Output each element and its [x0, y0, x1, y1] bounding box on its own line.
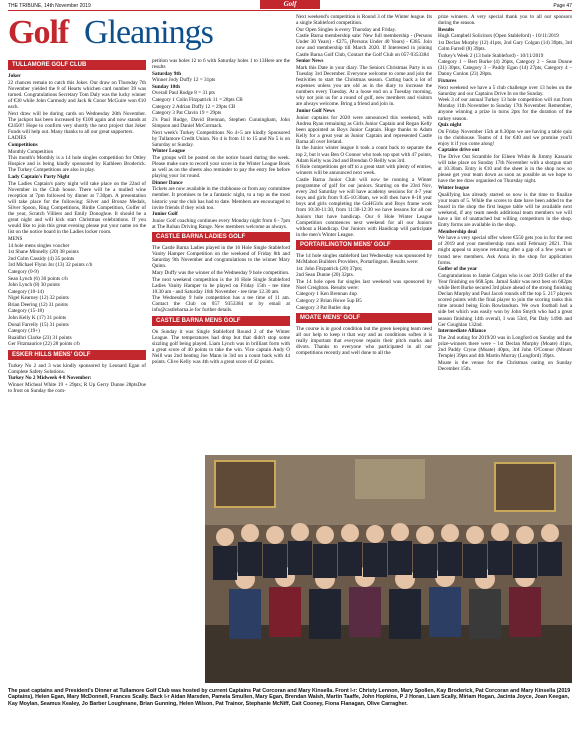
paragraph: The 14 hole singles stableford last Wednesday was sponsored by McMahon Builders Providers, Portarlington. Results were:: [296, 252, 432, 265]
group-photo-illustration: [205, 455, 572, 683]
section-header: TULLAMORE GOLF CLUB: [8, 60, 146, 70]
result-line: John Kelly K (17) 31 points: [8, 315, 67, 322]
masthead: [8, 14, 258, 54]
subheading: Sunday 10th: [152, 83, 180, 90]
subheading: Captains drive out: [438, 147, 480, 154]
subheading: Quiz night: [438, 122, 462, 129]
paragraph: The Ladies Captain's party night will take place on the 22nd of November in the Club house. There will be a mulled wine reception at 7pm followed by dinner at 7.30pm. A presentation will take place for the following: Silver and Bronze Medals, Silver Spoon, Ring Competitions, Birdie Competition, Golfer of the year, Scratch Villiers and Emily Donoghue. It should be a great night and will kick start Christmas celebrations. If you would like to join this great evening please put your name on the list on the notice board in the Ladies locker room.: [8, 180, 146, 236]
subheading: Joker: [8, 73, 21, 79]
result-line: Category (0-9): [8, 268, 39, 275]
paragraph: Junior captains for 2020 were announced this weekend, with Andrea Ryan remaining as Girls Junior Captain and Regan Kelly been appointed as Boys Junior Captain. Huge thanks to Adam Kelly for a great year as Junior Captain and represented Castle Barna all over Ireland.: [296, 114, 432, 145]
result-line: Category 2 Brian Howe 5up B5: [296, 298, 362, 305]
header-publication: THE TRIBUNE, 14th November 2019: [8, 3, 91, 9]
paragraph: The Wednesday 9 hole competition has a tee time of 11 am. Contact the Club on 057 9353384 or by email at info@castlebarna.ie for further details.: [152, 295, 290, 314]
result-line: Category (19+): [8, 328, 40, 335]
paragraph: 22 chances remain to catch this Joker. Our draw on Thursday 7th November yielded the 8 of Hearts whichen card number 39 was turned. Congratulations Secretary Tom Daly was the lucky winner of €30 while John Carmody and Jack & Conor McGuire won €10 each.: [8, 79, 146, 110]
paragraph: Category 1 – Bert Burke (4) 26pts, Category 2 – Sean Dunne (31) 30pts, Category 3 – Paddy Egan (14) 27pts, Category 4 – Danny Conlon (23) 28pts.: [438, 59, 572, 78]
header-rule: [8, 10, 572, 11]
section-header: MOATE MENS' GOLF: [296, 313, 432, 323]
paragraph: 2's Paul Rudge, David Brennan, Stephen Cunningham, John Simpson and Daniel McCormack.: [152, 116, 290, 129]
subheading: Lady Captain's Party Night: [8, 174, 70, 180]
subheading: Saturday 9th: [152, 70, 181, 77]
photo-caption: The past captains and President's Dinner at Tullamore Golf Club was hosted by current Captains Pat Corcoran and Mary Kinsella. Front l-r: Christy Lennon, Mary Spollen, Kay Broderick, Pat Corcoran and Mary Kinsella (2019 Captains), Helen Egan, Mary McDonnell, Frances Scally. Back l-r Aidan Marsden, Pamela Smullen, Mary Egan, Brendan Walsh, Martin Taaffe, John Hopkins, P J Horan, Liam Scally, Miriam Hogan, Jacinta Joyce, Joan Keegan, Kay Moylan, Seamus Kealey, Jo Barber Loughnane, Brian Gunning, Helen Wilson, Pat Trainor, Stephanie McNiff, Cait Cooney, Fiona Flanagan, Olive Carragher.: [8, 688, 571, 707]
result-line: Category (15-18): [8, 308, 44, 315]
section-header: ESKER HILLS MENS' GOLF: [8, 350, 146, 360]
paragraph: Monthly Competition: [8, 148, 54, 155]
paragraph: Our Open Singles is every Thursday and Friday.: [296, 26, 397, 33]
result-line: 2nd Sean Dunne (20) 32pts.: [296, 272, 355, 279]
subheading: Senior News: [296, 58, 324, 65]
section-tab: Golf: [260, 0, 320, 9]
subheading: Membership deal: [438, 228, 477, 235]
paragraph: Congratulations to Jamie Colgan who is our 2019 Golfer of the Year finishing on 668.5pts. Jamal Sahir was next best on 682pts while Bert Burke secured 3rd place ahead of the strong finishing Declan Murphy and Paul Jacob rounds off the top 5. 217 players scored points with the final player to join the scoring ranks this time around being Eoin Rowlandson. We own football had a side bet which was easily won by John Smyth who had a great season finishing 14th overall, I was 53rd, Pat Daly 149th and Ger Coughlan 132nd.: [438, 272, 572, 328]
subheading: Competitions: [8, 142, 38, 149]
paragraph: Qualifying has already started so now is the time to finalize your team of 5. While the scores to date have been added to the board in the shop the first league table will be available next weekend, if any team needs additional team members we will have a list of unattached but willing competitors in the shop. Entry forms are available in the shop.: [438, 191, 572, 229]
subheading: Golfer of the year: [438, 266, 478, 273]
result-line: Donal Farrelly (15) 31 points: [8, 321, 69, 328]
paragraph: The course is in good condition but the green keeping team need all our help to keep it that way and as conditions soften it is really important that everyone repairs their pitch marks and divots. Thanks to everyone who participated in all our competitions recently and well done to all the: [296, 325, 432, 357]
section-header: CASTLE BARNA LADIES GOLF: [152, 232, 290, 242]
subheading: LADIES: [8, 135, 27, 142]
result-line: Ruaidhri Clarke (23) 31 points: [8, 334, 72, 341]
column-2: [152, 58, 290, 453]
page-header: [0, 0, 580, 10]
subheading: Winter league: [438, 185, 470, 192]
paragraph: On Sunday it was Single Stableford Round 2 of the Winter League. The temperatures had drop but that didn't stop some sizzling golf being played. Liam Lynch was in brilliant form with a great score of 40 points to take the win. Vice captain Andy O Neill was 2nd beating Joe Mann in 3rd on a count back with 44 points. Clive Kelly was 4th with a great score of 42 points.: [152, 328, 290, 366]
paragraph: Next weekend we have a 5 club challenge over 13 holes on the Saturday and our Captains Drive In on the Sunday.: [438, 84, 572, 97]
column-3: [296, 14, 432, 409]
subheading: Winter League: [152, 148, 186, 155]
subheading: MENS: [8, 235, 23, 242]
result-line: 1st Shane Minnelly (20) 38 points: [8, 249, 79, 256]
result-line: Overall Paul Rudge 8 = 31 pts: [152, 90, 215, 97]
paragraph: Turkey No 2 and 3 was kindly sponsored by Leonard Egan of Complete Safety Solutions.: [8, 362, 146, 375]
paragraph: Hugh Campbell Solicitors (Open Stableford) - 10/11/2019: [438, 33, 559, 40]
paragraph: Winner Micheal White 19 + 29pts; R Up Gerry Dunne 28ptsDue to frost on Sunday the com-: [8, 381, 146, 394]
result-line: 3rd Michael Flynn Jnr (13) 32 points c/b: [8, 262, 93, 269]
paragraph: The next weekend competition is the 16 Hole Single Stableford Ladies Vanity Hamper to be played on Friday 15th - tee time 10.30 am - and Saturday 16th November - tee time 12.30 am.: [152, 276, 290, 295]
paragraph: On Friday November 15th at 8.30pm we are having a table quiz in the clubhouse. Teams of 4 for €40 and we promise you'll enjoy it if you come along!: [438, 128, 572, 147]
paragraph: This month's Monthly is a 14 hole singles competition for Ottley Hospice and is being kindly sponsored by Kathleen Broderick. The Turkey Competitions are also in play.: [8, 155, 146, 174]
paragraph: Next weekend's competition is Round 3 of the Winter league. Its a single Stableford competition.: [296, 14, 432, 27]
paragraph: Turkey's Week 2 (13 hole Stableford) - 10/11/2019: [438, 52, 544, 59]
paragraph: prize winners. A very special thank you to all our sponsors during the season.: [438, 14, 572, 27]
subheading: Turkey No 2 Midweek 4-8 November:: [8, 375, 92, 382]
result-line: Category 2 Adrian Duffy 12 = 29pts CB: [152, 103, 236, 110]
masthead-golf: Golf: [8, 14, 69, 51]
paragraph: We have a very special offer where €550 gets you in for the rest of 2019 and your membership runs until February 2021. This might appeal to anyone returning after a gap of a few years or brand new members. Ask Anna in the shop for application forms.: [438, 235, 572, 266]
paragraph: Week 3 of our annual Turkey 13 hole competition will run from Monday 11th November to Sunday 17th November. Remember, anyone winning a prize in turns 2pts for the duration of the turkey season.: [438, 97, 572, 122]
result-line: Ger Fitzmaurice (22) 28 points c/b: [8, 341, 80, 348]
paragraph: Castle Barna Junior Club will now be running a Winter programme of golf for our juniors. Starting on the 23rd Nov, every 2nd Saturday we will have academy sessions for 4-7 year boys and girls from 9:45-10:30am, we will then have 8-18 year boys and girls completing the GoHGirls and Boys frame work from 10:30-11:30, from 11:30-12:30 we have lessons for all our Juniors that have handicap. Our 6 Hole Winter League Competition commences next weekend for all our Juniors without a Handicap. Our Juniors with Handicap will participate in the men's Winter League.: [296, 176, 432, 238]
paragraph: 1st Declan Murphy (12) 41pts, 2nd Gary Colgan (14) 39pts, 3rd Colm Farrell (8) 39pts.: [438, 39, 572, 52]
paragraph: Castle Barna membership sale: New full membership - (Persons Under 30 Years) - €275, (Persons Under 40 Years) - €385. Join now and membership till March 2020. If Interested in joining Castle Barna Golf Club, Contact the Golf Club on 057-9353384: [296, 33, 432, 58]
result-line: Nigel Kearney (12) 32 points: [8, 295, 69, 302]
subheading: Fixtures: [438, 77, 457, 84]
paragraph: The Castle Barna Ladies played in the 16 Hole Single Stableford Vanity Hamper Competition on the weekend of Friday 8th and Saturday 9th November and congratulations to the winner Mary Quinn.: [152, 245, 290, 270]
section-header: CASTLE BARNA MENS GOLF: [152, 316, 290, 326]
paragraph: 6 Hole competitions get off to a great start with plenty of entries, winners will be announced next week.: [296, 164, 432, 177]
paragraph: Junior Golf coaching continues every Monday night from 6 - 7pm at The Ruhan Driving Range. New members welcome as always.: [152, 217, 290, 230]
paragraph: petition was holes 12 to 6 with Saturday holes 1 to 13Here are the results: [152, 58, 290, 71]
paragraph: Tickets are now available in the clubhouse or from any committee member. It promises to be a fantastic night, to a top as the most historic year the club has had to date. Members are encouraged to invite friends if they wish too.: [152, 186, 290, 211]
paragraph: Next week's Turkey Competitions No 4+5 are kindly Sponsored by Tullamore Credit Union. No 4 is from 11 to 15 and No 5 is on Saturday or Sunday.: [152, 129, 290, 148]
masthead-gleanings: Gleanings: [84, 14, 213, 51]
result-line: Category 3 Pat Butler 4up: [296, 304, 351, 311]
subheading: Intermediate Alliance: [438, 328, 486, 335]
paragraph: In the Junior winter league it took a count back to separate the top 2, but it was Ben O Connor who took top spot with 47 points, Adam Kelly was 2nd and Brendan O Reilly was 3rd.: [296, 145, 432, 164]
subheading: Results: [438, 26, 455, 33]
section-header: PORTARLINGTON MENS' GOLF: [296, 240, 432, 250]
result-line: Sean Lynch (6) 30 points c/b: [8, 275, 68, 282]
result-line: Category 3 Pat Clavin 19 = 29pts: [152, 110, 222, 117]
result-line: 2nd Colm Cassidy (4) 35 points: [8, 255, 75, 262]
paragraph: The 2nd outing for 2019/20 was in Longford on Sunday and the prize-winners there were – 1st Declan Murphy (Moate) 41pts, 2nd Paddy Cryne (Moate) 40pts, 3rd John O'Connor (Mount Temple) 39pts and 4th Martin Murray (Longford) 39pts.: [438, 334, 572, 360]
subheading: Dinner Dance: [152, 179, 183, 186]
result-line: Brian Deering (12) 31 points: [8, 301, 68, 308]
paragraph: The groups will be posted on the notice board during the week. Please make sure to record your score in the Winter League Book as well as on the sheets also reminder to pay the entry fee before playing your 1st round.: [152, 154, 290, 180]
page-number: Page 47: [553, 3, 572, 9]
result-line: 14 hole mens singles voucher: [8, 242, 70, 249]
paragraph: The 14 hole open fur singles last weekend was sponsored by Noel Creighton. Results were:: [296, 278, 432, 291]
result-line: Category (10-14): [8, 288, 44, 295]
paragraph: Mark this Date in your diary. The Seniors Christmas Party is on Tuesday 3rd December. Everyone welcome to come and join the festivities to start the Christmas season. Cutting back a lot of expenses unless you are old as in the diary to increase the numbers every Tuesday. At a loose end on a Tuesday morning, why not join us for a round of golf, new members and visitors are always welcome. Bring a friend and join in.: [296, 64, 432, 108]
result-line: Category 1 Ken Brennan 4up: [296, 291, 357, 298]
column-1: [8, 58, 146, 683]
subheading: Junior Golf: [152, 211, 178, 218]
paragraph: The Drive Out Scramble for Eileen White & Jimmy Kassaris will take place on Sunday 17th November with a shotgun start at 10.30am. Entry is €10 and the sheet is in the shop now so please get your team down as soon as possible as we hope to have the tee draw organised on Thursday night.: [438, 154, 572, 185]
paragraph: Mary Duffy was the winner of the Wednesday 9 hole competition.: [152, 269, 290, 276]
result-line: Category 1 Colin Fitzpatrick 11 = 28pts CB: [152, 97, 243, 104]
paragraph: Next draw will be during cards on Wednesday 20th November. The jackpot has been increased by €100 again and now stands at €2450!! Hope to confirm very shortly the next project that Joker Funds will help out. Many thanks to all our great supporters.: [8, 110, 146, 135]
result-line: 1st: John Fitzpatrick (20) 37pts;: [296, 265, 363, 272]
group-photo: [205, 455, 572, 683]
result-line: Winner Jody Duffy 12 = 31pts: [152, 77, 216, 84]
paragraph: Moate is the venue for the Christmas outing on Sunday December 15th.: [438, 359, 572, 372]
subheading: Junior Golf News: [296, 107, 335, 114]
column-4: [438, 14, 572, 450]
result-line: John Lynch (8) 30 points: [8, 282, 60, 289]
